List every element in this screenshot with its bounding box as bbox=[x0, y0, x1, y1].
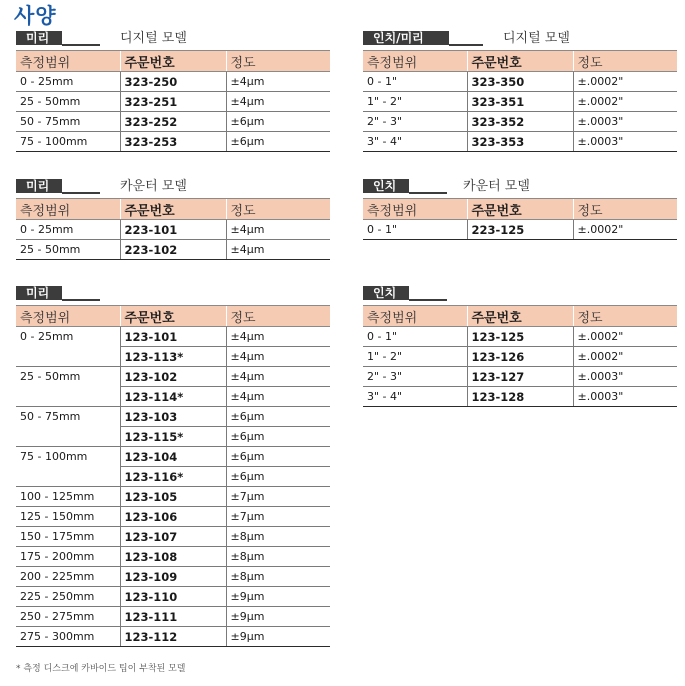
range-cell: 0 - 25mm bbox=[20, 330, 74, 344]
unit-tag: 미리 bbox=[16, 179, 62, 193]
range-cell: 200 - 225mm bbox=[16, 567, 120, 587]
page-title: 사양 bbox=[14, 4, 57, 28]
order-code-cell: 323-352 bbox=[467, 112, 573, 132]
unit-tag: 인치 bbox=[363, 179, 409, 193]
table-row bbox=[16, 547, 330, 567]
order-code-cell: 223-101 bbox=[120, 220, 226, 240]
header-code: 주문번호 bbox=[467, 51, 573, 72]
table-row bbox=[16, 607, 330, 627]
table-header-row bbox=[16, 306, 330, 327]
table-row bbox=[16, 427, 330, 447]
accuracy-cell: ±4μm bbox=[226, 367, 330, 387]
order-code-cell: 223-102 bbox=[120, 240, 226, 260]
accuracy-cell: ±8μm bbox=[226, 527, 330, 547]
table-row bbox=[16, 387, 330, 407]
section-header bbox=[16, 30, 330, 50]
range-cell: 275 - 300mm bbox=[16, 627, 120, 647]
accuracy-cell: ±8μm bbox=[226, 547, 330, 567]
accuracy-cell: ±8μm bbox=[226, 567, 330, 587]
order-code-cell: 323-251 bbox=[120, 92, 226, 112]
header-code: 주문번호 bbox=[467, 306, 573, 327]
range-cell: 0 - 1" bbox=[363, 220, 467, 240]
range-cell: 25 - 50mm bbox=[20, 370, 81, 384]
table-header-row bbox=[363, 51, 677, 72]
table-row bbox=[16, 132, 330, 152]
accuracy-cell: ±.0003" bbox=[573, 112, 677, 132]
header-code: 주문번호 bbox=[120, 199, 226, 220]
spec-table bbox=[363, 198, 677, 240]
header-accuracy: 정도 bbox=[226, 199, 330, 220]
range-cell: 125 - 150mm bbox=[16, 507, 120, 527]
unit-tag: 미리 bbox=[16, 286, 62, 300]
header-accuracy: 정도 bbox=[226, 51, 330, 72]
range-cell: 0 - 1" bbox=[363, 72, 467, 92]
model-label: 카운터 모델 bbox=[463, 179, 530, 194]
order-code-cell: 323-353 bbox=[467, 132, 573, 152]
section-metric-standard bbox=[16, 285, 330, 647]
spec-table bbox=[16, 50, 330, 152]
table-row bbox=[363, 112, 677, 132]
order-code-cell: 123-127 bbox=[467, 367, 573, 387]
header-accuracy: 정도 bbox=[226, 306, 330, 327]
model-label: 디지털 모델 bbox=[120, 31, 187, 46]
accuracy-cell: ±4μm bbox=[226, 72, 330, 92]
order-code-cell: 323-350 bbox=[467, 72, 573, 92]
order-code-cell: 123-125 bbox=[467, 327, 573, 347]
accuracy-cell: ±6μm bbox=[226, 467, 330, 487]
header-code: 주문번호 bbox=[467, 199, 573, 220]
spec-table bbox=[363, 305, 677, 407]
section-inch-standard bbox=[363, 285, 677, 407]
tag-underline bbox=[409, 299, 447, 301]
range-cell: 0 - 25mm bbox=[16, 72, 120, 92]
header-range: 측정범위 bbox=[363, 51, 467, 72]
header-range: 측정범위 bbox=[16, 51, 120, 72]
table-row bbox=[16, 587, 330, 607]
range-cell: 0 - 1" bbox=[363, 327, 467, 347]
order-code-cell: 123-126 bbox=[467, 347, 573, 367]
table-header-row bbox=[16, 199, 330, 220]
section-metric-digital bbox=[16, 30, 330, 152]
table-row bbox=[16, 112, 330, 132]
table-row bbox=[16, 407, 330, 427]
footnote: * 측정 디스크에 카바이드 팁이 부착된 모델 bbox=[16, 664, 186, 674]
accuracy-cell: ±6μm bbox=[226, 407, 330, 427]
tag-underline bbox=[62, 192, 100, 194]
header-range: 측정범위 bbox=[363, 199, 467, 220]
section-header bbox=[363, 285, 677, 305]
order-code-cell: 123-108 bbox=[120, 547, 226, 567]
range-cell: 3" - 4" bbox=[363, 387, 467, 407]
spec-table bbox=[16, 198, 330, 260]
table-header-row bbox=[363, 306, 677, 327]
header-range: 측정범위 bbox=[363, 306, 467, 327]
accuracy-cell: ±.0003" bbox=[573, 132, 677, 152]
table-row bbox=[16, 447, 330, 467]
table-header-row bbox=[363, 199, 677, 220]
table-header-row bbox=[16, 51, 330, 72]
range-cell: 1" - 2" bbox=[363, 347, 467, 367]
order-code-cell: 123-101 bbox=[120, 327, 226, 347]
model-label: 카운터 모델 bbox=[120, 179, 187, 194]
order-code-cell: 323-351 bbox=[467, 92, 573, 112]
table-row bbox=[16, 567, 330, 587]
section-header bbox=[16, 178, 330, 198]
table-row bbox=[363, 132, 677, 152]
table-row bbox=[16, 367, 330, 387]
table-row bbox=[363, 72, 677, 92]
range-cell: 225 - 250mm bbox=[16, 587, 120, 607]
header-accuracy: 정도 bbox=[573, 199, 677, 220]
table-row bbox=[16, 527, 330, 547]
range-cell: 100 - 125mm bbox=[16, 487, 120, 507]
table-row bbox=[16, 92, 330, 112]
range-cell: 150 - 175mm bbox=[16, 527, 120, 547]
order-code-cell: 123-111 bbox=[120, 607, 226, 627]
range-cell bbox=[16, 427, 120, 447]
section-inch-metric-digital bbox=[363, 30, 677, 152]
range-cell bbox=[16, 387, 120, 407]
header-range: 측정범위 bbox=[16, 199, 120, 220]
order-code-cell: 123-115* bbox=[120, 427, 226, 447]
accuracy-cell: ±4μm bbox=[226, 220, 330, 240]
table-row bbox=[16, 327, 330, 347]
accuracy-cell: ±9μm bbox=[226, 607, 330, 627]
range-cell: 2" - 3" bbox=[363, 367, 467, 387]
accuracy-cell: ±9μm bbox=[226, 627, 330, 647]
accuracy-cell: ±4μm bbox=[226, 240, 330, 260]
tag-underline bbox=[449, 44, 483, 46]
accuracy-cell: ±6μm bbox=[226, 132, 330, 152]
order-code-cell: 123-105 bbox=[120, 487, 226, 507]
section-inch-counter bbox=[363, 178, 677, 240]
range-cell: 75 - 100mm bbox=[20, 450, 88, 464]
header-code: 주문번호 bbox=[120, 51, 226, 72]
accuracy-cell: ±4μm bbox=[226, 347, 330, 367]
range-cell: 0 - 25mm bbox=[16, 220, 120, 240]
model-label: 디지털 모델 bbox=[503, 31, 570, 46]
accuracy-cell: ±.0002" bbox=[573, 347, 677, 367]
order-code-cell: 323-252 bbox=[120, 112, 226, 132]
range-cell: 25 - 50mm bbox=[16, 240, 120, 260]
tag-underline bbox=[62, 299, 100, 301]
accuracy-cell: ±6μm bbox=[226, 112, 330, 132]
order-code-cell: 123-107 bbox=[120, 527, 226, 547]
accuracy-cell: ±9μm bbox=[226, 587, 330, 607]
table-row bbox=[16, 72, 330, 92]
range-cell: 50 - 75mm bbox=[20, 410, 81, 424]
order-code-cell: 123-113* bbox=[120, 347, 226, 367]
section-header bbox=[363, 178, 677, 198]
accuracy-cell: ±.0002" bbox=[573, 327, 677, 347]
table-row bbox=[363, 367, 677, 387]
accuracy-cell: ±.0003" bbox=[573, 387, 677, 407]
accuracy-cell: ±.0002" bbox=[573, 220, 677, 240]
table-row bbox=[363, 92, 677, 112]
order-code-cell: 323-253 bbox=[120, 132, 226, 152]
table-row bbox=[16, 507, 330, 527]
accuracy-cell: ±4μm bbox=[226, 387, 330, 407]
tag-underline bbox=[409, 192, 447, 194]
header-accuracy: 정도 bbox=[573, 51, 677, 72]
header-accuracy: 정도 bbox=[573, 306, 677, 327]
section-header bbox=[363, 30, 677, 50]
range-cell: 2" - 3" bbox=[363, 112, 467, 132]
order-code-cell: 123-109 bbox=[120, 567, 226, 587]
range-cell bbox=[16, 347, 120, 367]
spec-table bbox=[363, 50, 677, 152]
accuracy-cell: ±.0002" bbox=[573, 92, 677, 112]
order-code-cell: 123-104 bbox=[120, 447, 226, 467]
order-code-cell: 123-106 bbox=[120, 507, 226, 527]
order-code-cell: 123-110 bbox=[120, 587, 226, 607]
unit-tag: 인치/미리 bbox=[363, 31, 449, 45]
header-code: 주문번호 bbox=[120, 306, 226, 327]
order-code-cell: 223-125 bbox=[467, 220, 573, 240]
order-code-cell: 323-250 bbox=[120, 72, 226, 92]
table-row bbox=[16, 240, 330, 260]
accuracy-cell: ±6μm bbox=[226, 427, 330, 447]
accuracy-cell: ±7μm bbox=[226, 487, 330, 507]
table-row bbox=[16, 487, 330, 507]
table-row bbox=[363, 327, 677, 347]
range-cell: 250 - 275mm bbox=[16, 607, 120, 627]
range-cell: 75 - 100mm bbox=[16, 132, 120, 152]
range-cell bbox=[16, 467, 120, 487]
spec-table bbox=[16, 305, 330, 647]
unit-tag: 미리 bbox=[16, 31, 62, 45]
accuracy-cell: ±4μm bbox=[226, 92, 330, 112]
accuracy-cell: ±4μm bbox=[226, 327, 330, 347]
range-cell: 1" - 2" bbox=[363, 92, 467, 112]
accuracy-cell: ±7μm bbox=[226, 507, 330, 527]
order-code-cell: 123-116* bbox=[120, 467, 226, 487]
unit-tag: 인치 bbox=[363, 286, 409, 300]
section-metric-counter bbox=[16, 178, 330, 260]
accuracy-cell: ±.0002" bbox=[573, 72, 677, 92]
order-code-cell: 123-114* bbox=[120, 387, 226, 407]
table-row bbox=[16, 347, 330, 367]
table-row bbox=[16, 467, 330, 487]
table-row bbox=[16, 220, 330, 240]
range-cell: 25 - 50mm bbox=[16, 92, 120, 112]
order-code-cell: 123-112 bbox=[120, 627, 226, 647]
range-cell: 3" - 4" bbox=[363, 132, 467, 152]
table-row bbox=[363, 387, 677, 407]
accuracy-cell: ±6μm bbox=[226, 447, 330, 467]
header-range: 측정범위 bbox=[16, 306, 120, 327]
tag-underline bbox=[62, 44, 100, 46]
table-row bbox=[363, 347, 677, 367]
order-code-cell: 123-103 bbox=[120, 407, 226, 427]
range-cell: 50 - 75mm bbox=[16, 112, 120, 132]
table-row bbox=[16, 627, 330, 647]
table-row bbox=[363, 220, 677, 240]
order-code-cell: 123-128 bbox=[467, 387, 573, 407]
section-header bbox=[16, 285, 330, 305]
range-cell: 175 - 200mm bbox=[16, 547, 120, 567]
accuracy-cell: ±.0003" bbox=[573, 367, 677, 387]
order-code-cell: 123-102 bbox=[120, 367, 226, 387]
